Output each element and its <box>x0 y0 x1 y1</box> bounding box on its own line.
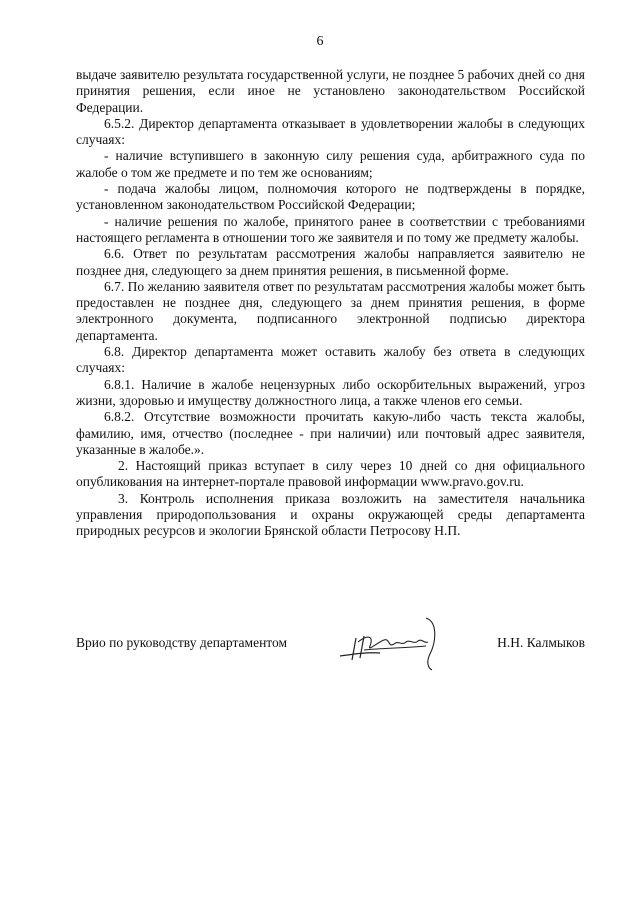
signature-block <box>76 612 585 672</box>
document-body <box>76 67 585 540</box>
paragraph-6-6: 6.6. Ответ по результатам рассмотрения жалобы направляется заявителю не позднее дня, следующего за днем принятия решения, в письменной форме. <box>76 246 585 278</box>
paragraph-order-3: 3. Контроль исполнения приказа возложить на заместителя начальника управления природопользования и охраны окружающей среды департамента природных ресурсов и экологии Брянской области Петросову Н.П. <box>76 490 585 539</box>
paragraph-6-8-1: 6.8.1. Наличие в жалобе нецензурных либо оскорбительных выражений, угроз жизни, здоровью и имуществу должностного лица, а также членов его семьи. <box>76 376 585 408</box>
handwritten-signature <box>334 612 444 672</box>
paragraph-6-8: 6.8. Директор департамента может оставить жалобу без ответа в следующих случаях: <box>76 344 585 376</box>
page-number: 6 <box>316 34 324 49</box>
list-item-previous-decision: - наличие решения по жалобе, принятого ранее в соответствии с требованиями настоящего регламента в отношении того же заявителя и по тому же предмету жалобы. <box>76 213 585 245</box>
list-item-court-decision: - наличие вступившего в законную силу решения суда, арбитражного суда по жалобе о том же предмете и по тем же основаниям; <box>76 148 585 180</box>
paragraph-6-7: 6.7. По желанию заявителя ответ по результатам рассмотрения жалобы может быть предоставлен не позднее дня, следующего за днем принятия решения, в форме электронного документа, подписанного электронной подписью директора департамента. <box>76 278 585 343</box>
signatory-title: Врио по руководству департаментом <box>76 635 288 650</box>
paragraph-continuation: выдаче заявителю результата государственной услуги, не позднее 5 рабочих дней со дня принятия решения, если иное не установлено законодательством Российской Федерации. <box>76 67 585 115</box>
paragraph-6-5-2: 6.5.2. Директор департамента отказывает в удовлетворении жалобы в следующих случаях: <box>76 115 585 148</box>
signatory-name: Н.Н. Калмыков <box>497 635 585 650</box>
list-item-unconfirmed-authority: - подача жалобы лицом, полномочия которого не подтверждены в порядке, установленном законодательством Российской Федерации; <box>76 181 585 213</box>
paragraph-order-2: 2. Настоящий приказ вступает в силу через 10 дней со дня официального опубликования на интернет-портале правовой информации www.pravo.gov.ru. <box>76 458 585 490</box>
paragraph-6-8-2: 6.8.2. Отсутствие возможности прочитать какую-либо часть текста жалобы, фамилию, имя, отчество (последнее - при наличии) или почтовый адрес заявителя, указанные в жалобе.». <box>76 409 585 457</box>
